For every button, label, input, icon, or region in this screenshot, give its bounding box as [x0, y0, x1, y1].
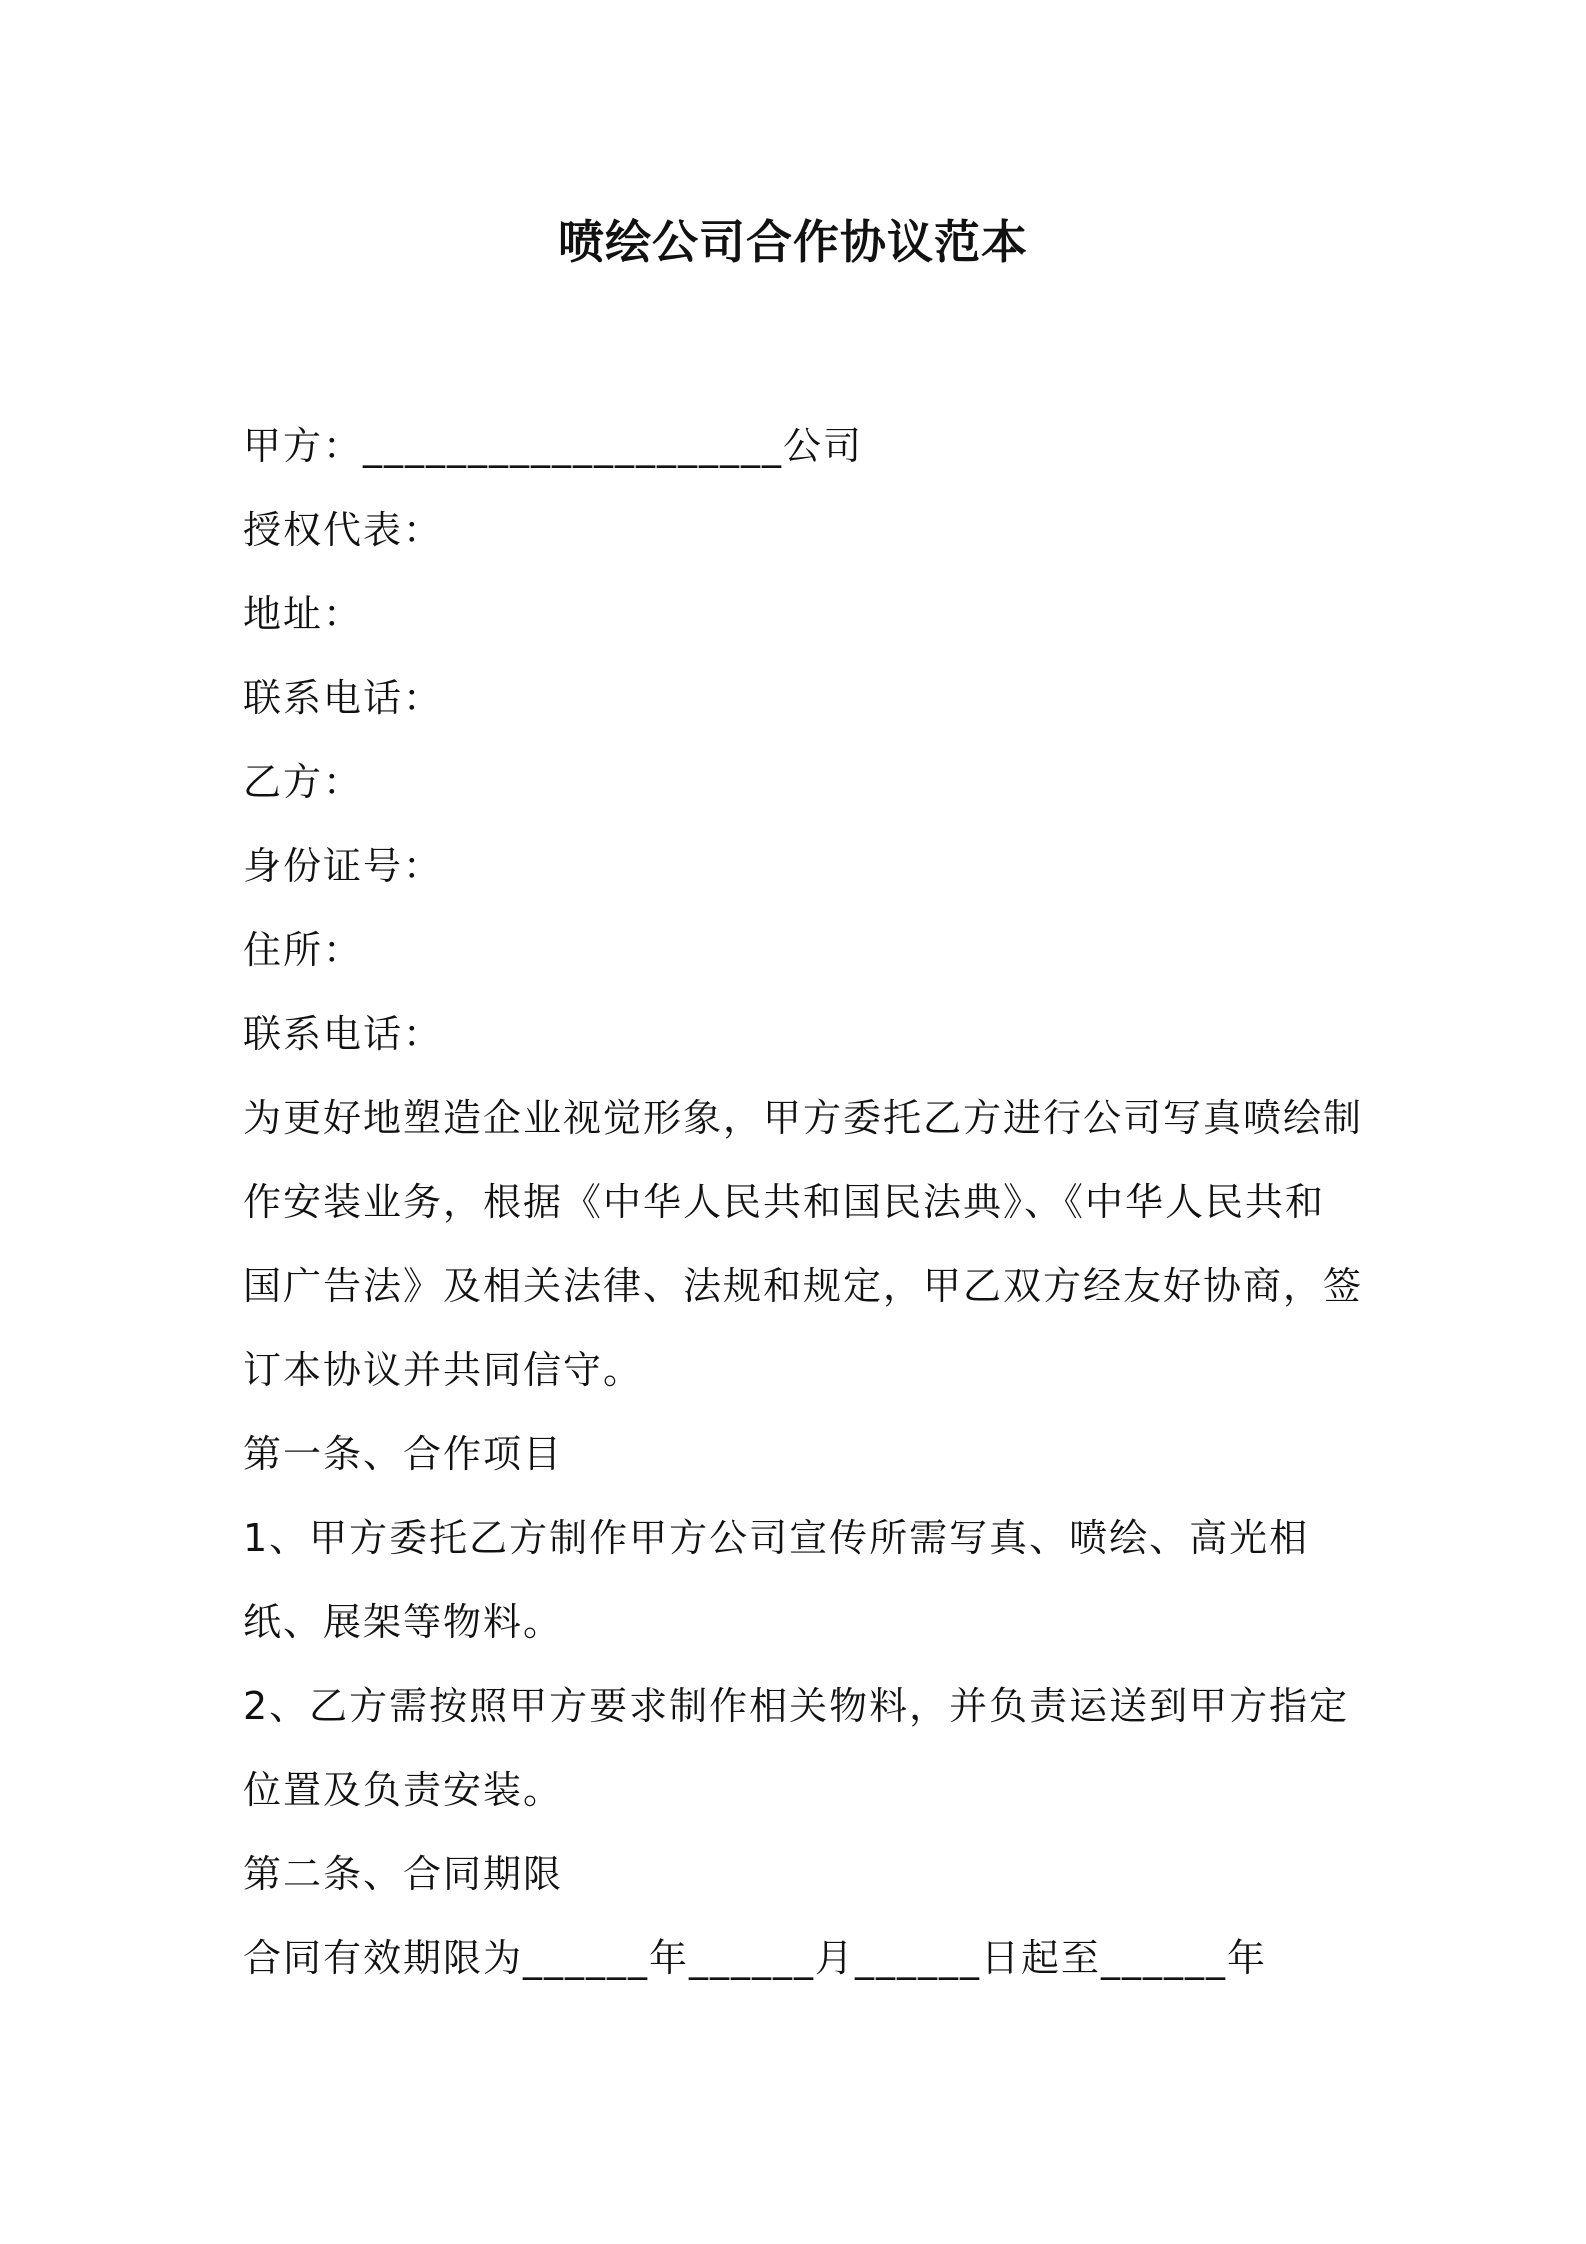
address-line: 地址：: [243, 592, 364, 636]
article-1-item-1: 1、甲方委托乙方制作甲方公司宣传所需写真、喷绘、高光相纸、展架等物料。: [243, 1516, 1310, 1644]
article-1-item-2: 2、乙方需按照甲方要求制作相关物料，并负责运送到甲方指定位置及负责安装。: [243, 1684, 1350, 1812]
document-title: 喷绘公司合作协议范本: [558, 215, 1028, 269]
authorized-representative-line: 授权代表：: [243, 508, 444, 552]
article-1-heading: 第一条、合作项目: [243, 1432, 564, 1476]
preamble-paragraph: 为更好地塑造企业视觉形象，甲方委托乙方进行公司写真喷绘制作安装业务，根据《中华人民共和国民法典》、《中华人民共和国广告法》及相关法律、法规和规定，甲乙双方经友好协商，签订本协议并共同信守。: [243, 1096, 1364, 1392]
contract-term-line: 合同有效期限为______年______月______日起至______年: [243, 1936, 1268, 1980]
id-number-line: 身份证号：: [243, 844, 444, 888]
party-b-phone-line: 联系电话：: [243, 1012, 444, 1056]
article-2-heading: 第二条、合同期限: [243, 1852, 564, 1896]
residence-line: 住所：: [243, 928, 364, 972]
party-a-phone-line: 联系电话：: [243, 676, 444, 720]
party-b-line: 乙方：: [243, 760, 364, 804]
document-body: [243, 404, 1363, 2000]
party-a-line: 甲方：____________________公司: [243, 424, 864, 468]
